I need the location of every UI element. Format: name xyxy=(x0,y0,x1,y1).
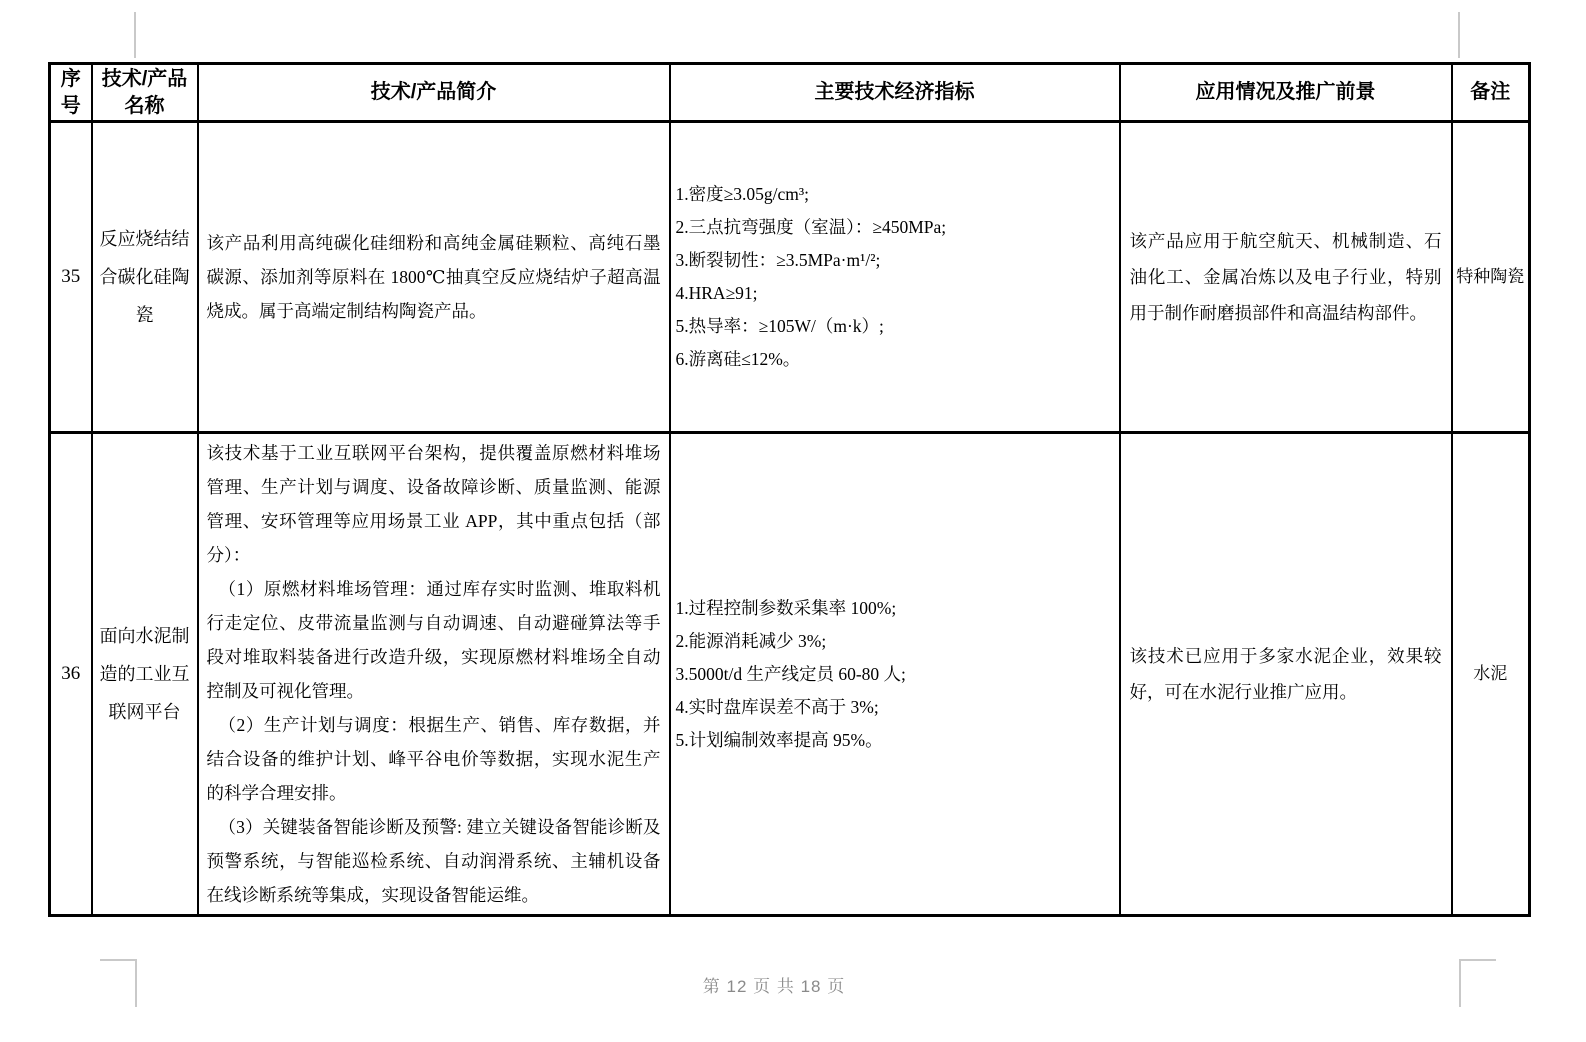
indicator-line: 6.游离硅≤12%。 xyxy=(675,349,801,369)
header-serial-number: 序号 xyxy=(50,64,92,122)
indicator-line: 3.5000t/d 生产线定员 60-80 人; xyxy=(675,663,906,684)
technology-product-table xyxy=(48,62,1531,917)
intro-paragraph: （1）原燃材料堆场管理：通过库存实时监测、堆取料机行走定位、皮带流量监测与自动调速、自动避碰算法等手段对堆取料装备进行改造升级，实现原燃材料堆场全自动控制及可视化管理。 xyxy=(206,579,661,701)
indicator-line: 1.密度≥3.05g/cm³; xyxy=(675,184,809,204)
header-remarks: 备注 xyxy=(1452,64,1530,122)
product-intro-35 xyxy=(198,122,670,433)
serial-number-35: 35 xyxy=(50,122,92,433)
indicator-line: 4.实时盘库误差不高于 3%; xyxy=(675,696,879,717)
indicator-line: 1.过程控制参数采集率 100%; xyxy=(675,597,897,618)
application-35: 该产品应用于航空航天、机械制造、石油化工、金属冶炼以及电子行业，特别用于制作耐磨损部件和高温结构部件。 xyxy=(1120,122,1452,433)
indicator-line: 5.计划编制效率提高 95%。 xyxy=(675,729,883,750)
table-row-35 xyxy=(50,122,1530,433)
product-name-36: 面向水泥制造的工业互联网平台 xyxy=(92,433,198,916)
header-application-prospects: 应用情况及推广前景 xyxy=(1120,64,1452,122)
intro-paragraph: （2）生产计划与调度：根据生产、销售、库存数据，并结合设备的维护计划、峰平谷电价等数据，实现水泥生产的科学合理安排。 xyxy=(206,715,661,803)
remark-36: 水泥 xyxy=(1452,433,1530,916)
header-tech-econ-indicators: 主要技术经济指标 xyxy=(670,64,1120,122)
table-row-36 xyxy=(50,433,1530,916)
intro-paragraph: 该技术基于工业互联网平台架构，提供覆盖原燃材料堆场管理、生产计划与调度、设备故障诊断、质量监测、能源管理、安环管理等应用场景工业 APP，其中重点包括（部分）： xyxy=(206,443,661,565)
serial-number-36: 36 xyxy=(50,433,92,916)
indicator-line: 5.热导率：≥105W/（m·k）; xyxy=(675,316,884,336)
crop-mark-bottom-right-h xyxy=(1459,959,1496,961)
product-intro-36 xyxy=(198,433,670,916)
indicator-line: 3.断裂韧性：≥3.5MPa·m¹/²; xyxy=(675,250,881,270)
table-header-row xyxy=(50,64,1530,122)
application-36: 该技术已应用于多家水泥企业，效果较好，可在水泥行业推广应用。 xyxy=(1120,433,1452,916)
product-name-35: 反应烧结结合碳化硅陶瓷 xyxy=(92,122,198,433)
crop-mark-bottom-left-h xyxy=(100,959,137,961)
indicator-line: 4.HRA≥91; xyxy=(675,283,758,303)
indicator-line: 2.能源消耗减少 3%; xyxy=(675,630,827,651)
page-number-footer: 第 12 页 共 18 页 xyxy=(702,977,846,996)
intro-paragraph: 该产品利用高纯碳化硅细粉和高纯金属硅颗粒、高纯石墨碳源、添加剂等原料在 1800℃抽真空反应烧结炉子超高温烧成。属于高端定制结构陶瓷产品。 xyxy=(206,233,661,321)
indicator-line: 2.三点抗弯强度（室温）：≥450MPa; xyxy=(675,217,947,237)
header-product-intro: 技术/产品简介 xyxy=(198,64,670,122)
header-product-name: 技术/产品名称 xyxy=(92,64,198,122)
intro-paragraph: （3）关键装备智能诊断及预警: 建立关键设备智能诊断及预警系统，与智能巡检系统、自动润滑系统、主辅机设备在线诊断系统等集成，实现设备智能运维。 xyxy=(206,817,661,905)
remark-35: 特种陶瓷 xyxy=(1452,122,1530,433)
indicators-35 xyxy=(670,122,1120,433)
crop-mark-top-left xyxy=(134,12,136,58)
indicators-36 xyxy=(670,433,1120,916)
crop-mark-top-right xyxy=(1458,12,1460,58)
